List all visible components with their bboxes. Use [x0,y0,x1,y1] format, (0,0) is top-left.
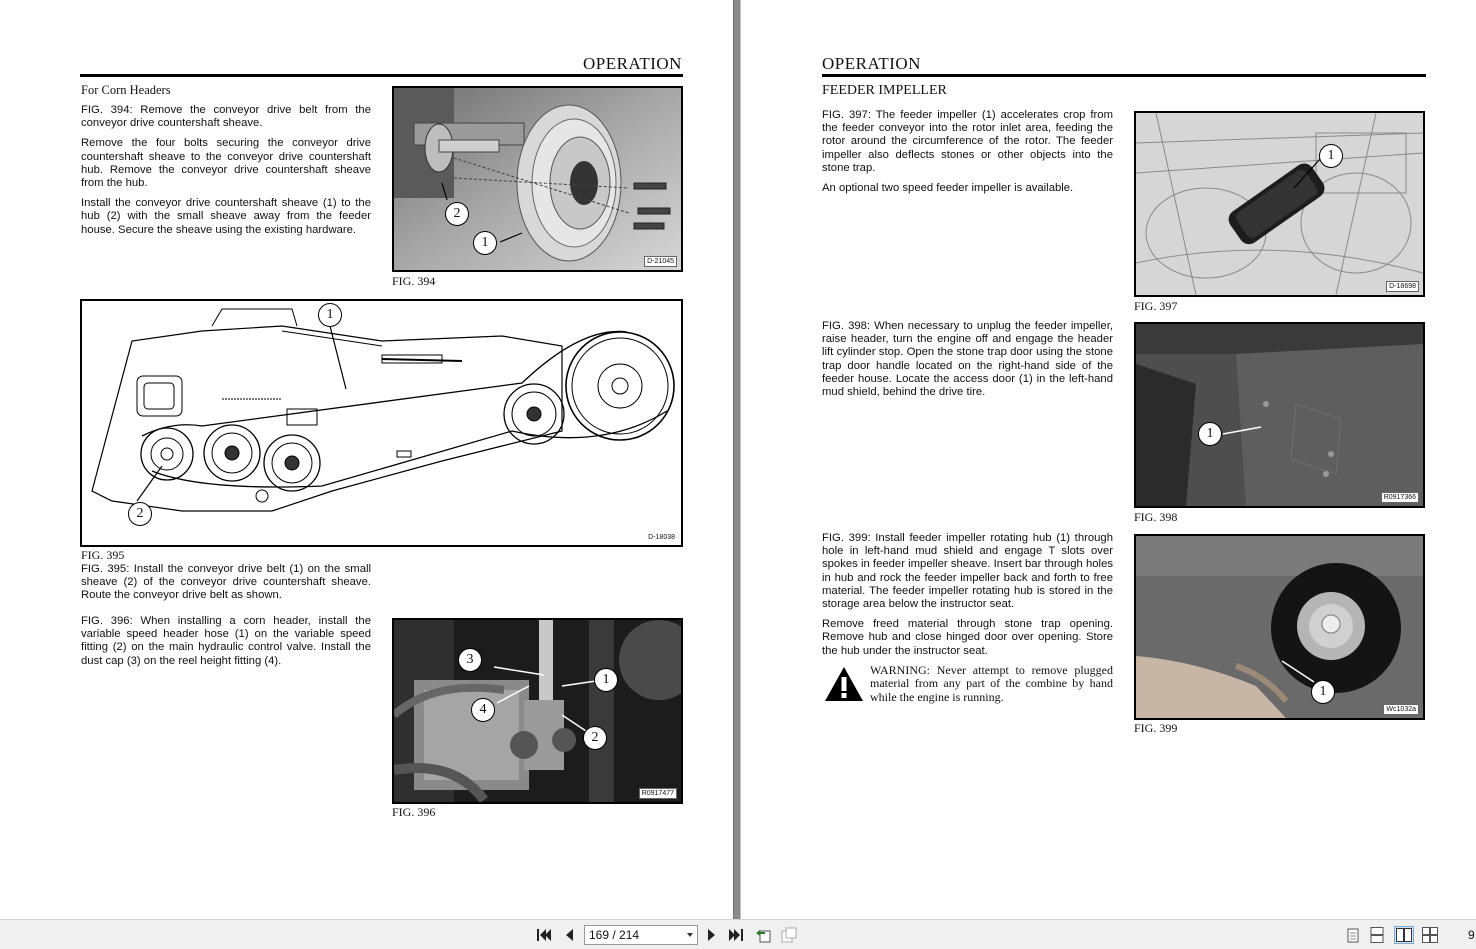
access-door-photo [1136,324,1423,506]
previous-page-icon [563,928,575,942]
header-rule [822,74,1426,77]
paragraph: Remove the four bolts securing the conveyor drive countershaft sheave to the conveyor drive countershaft hub. Remove the conveyor drive countershaft sheave from the hub. [81,137,371,190]
next-page-icon [706,928,718,942]
fig398-image [1134,322,1425,508]
paragraph: FIG. 399: Install feeder impeller rotating hub (1) through hole in left-hand mud shield and engage T slots over spokes in feeder impeller sheave. Insert bar through holes in hub and rock the feeder impeller back and forth to free material. The feeder impeller rotating hub is stored in the storage area below the instructor seat. [822,532,1113,611]
fig394-image [392,86,683,272]
fig396-caption: FIG. 396 [392,805,436,819]
fig395-caption: FIG. 395 [81,548,125,562]
last-page-button[interactable] [728,927,744,943]
belt-routing-diagram [82,301,681,545]
go-back-button[interactable] [755,927,771,943]
figure-id: R0917366 [1381,492,1419,503]
zoom-indicator: 9 [1468,928,1475,942]
fig397-image [1134,111,1425,297]
callout-2: 2 [583,726,607,750]
page-number-value: 169 / 214 [589,928,640,942]
callout-3: 3 [458,648,482,672]
facing-view-icon [1396,928,1412,942]
fig396-image [392,618,683,804]
fig399-image [1134,534,1425,720]
first-page-icon [536,928,552,942]
paragraph: FIG. 396: When installing a corn header, install the variable speed header hose (1) on the variable speed fitting (2) on the main hydraulic control valve. Install the dust cap (3) on the reel height fitting (4). [81,615,371,667]
fig399-caption: FIG. 399 [1134,721,1178,735]
page-divider [733,0,741,919]
page-number-input[interactable] [584,925,698,945]
paragraph: FIG. 398: When necessary to unplug the feeder impeller, raise header, turn the engine off and engage the header lift cylinder stop. Open the stone trap door using the stone trap door handle located on the right-hand side of the feeder house. Locate the access door (1) in the left-hand mud shield, behind the drive tire. [822,320,1113,399]
continuous-view-button[interactable] [1369,927,1385,943]
fig397-text [822,109,1113,202]
fig398-caption: FIG. 398 [1134,510,1178,524]
go-back-icon [755,927,771,943]
continuous-view-icon [1370,927,1384,943]
paragraph: FIG. 394: Remove the conveyor drive belt from the conveyor drive countershaft sheave. [81,104,371,130]
right-page [741,0,1476,919]
paragraph: Remove freed material through stone trap opening. Remove hub and close hinged door over opening. Store the hub under the instructor seat. [822,618,1113,657]
figure-id: Wc1032a [1383,704,1419,715]
fig396-text [81,615,371,675]
callout-1: 1 [1311,680,1335,704]
single-page-view-button[interactable] [1345,927,1361,943]
fig395-image [80,299,683,547]
go-forward-icon [781,927,797,943]
section-subtitle: For Corn Headers [81,83,171,97]
header-rule [80,74,683,77]
fig399-text [822,532,1113,665]
rotating-hub-photo [1136,536,1423,718]
hydraulic-valve-photo [394,620,681,802]
sheave-illustration [394,88,681,270]
figure-id: R0917477 [639,788,677,799]
paragraph: Install the conveyor drive countershaft sheave (1) to the hub (2) with the small sheave away from the feeder house. Secure the sheave using the existing hardware. [81,197,371,236]
figure-id: D-18038 [648,534,675,541]
callout-4: 4 [471,698,495,722]
section-title: FEEDER IMPELLER [822,83,947,98]
viewer-toolbar [0,919,1476,949]
single-page-view-icon [1347,928,1359,943]
callout-1: 1 [473,231,497,255]
figure-id: D-18698 [1386,281,1419,292]
go-forward-button[interactable] [781,927,797,943]
callout-2: 2 [128,502,152,526]
callout-1: 1 [318,303,342,327]
warning-icon [824,666,864,702]
fig395-text [81,563,371,610]
next-page-button[interactable] [704,927,720,943]
left-page [0,0,733,919]
first-page-button[interactable] [536,927,552,943]
callout-1: 1 [594,668,618,692]
paragraph: FIG. 397: The feeder impeller (1) accelerates crop from the feeder conveyor into the rotor inlet area, feeding the rotor around the circumference of the rotor. The feeder impeller also deflects stones or other objects into the stone trap. [822,109,1113,174]
feeder-impeller-illustration [1136,113,1423,295]
callout-1: 1 [1319,144,1343,168]
fig398-text [822,320,1113,406]
fig394-text [81,104,371,244]
callout-2: 2 [445,202,469,226]
last-page-icon [728,928,744,942]
previous-page-button[interactable] [561,927,577,943]
paragraph: FIG. 395: Install the conveyor drive belt (1) on the small sheave (2) of the conveyor drive countershaft sheave. Route the conveyor drive belt as shown. [81,563,371,602]
callout-1: 1 [1198,422,1222,446]
continuous-facing-view-icon [1422,927,1438,943]
warning-text: WARNING: Never attempt to remove plugged material from any part of the combine by hand while the engine is running. [870,663,1113,704]
paragraph: An optional two speed feeder impeller is available. [822,182,1074,195]
fig394-caption: FIG. 394 [392,274,436,288]
facing-view-button[interactable] [1394,926,1414,944]
continuous-facing-view-button[interactable] [1422,927,1438,943]
fig397-caption: FIG. 397 [1134,299,1178,313]
page-header: OPERATION [822,54,921,73]
figure-id: D-21045 [644,256,677,267]
page-header: OPERATION [583,54,682,73]
chevron-down-icon [687,933,693,937]
